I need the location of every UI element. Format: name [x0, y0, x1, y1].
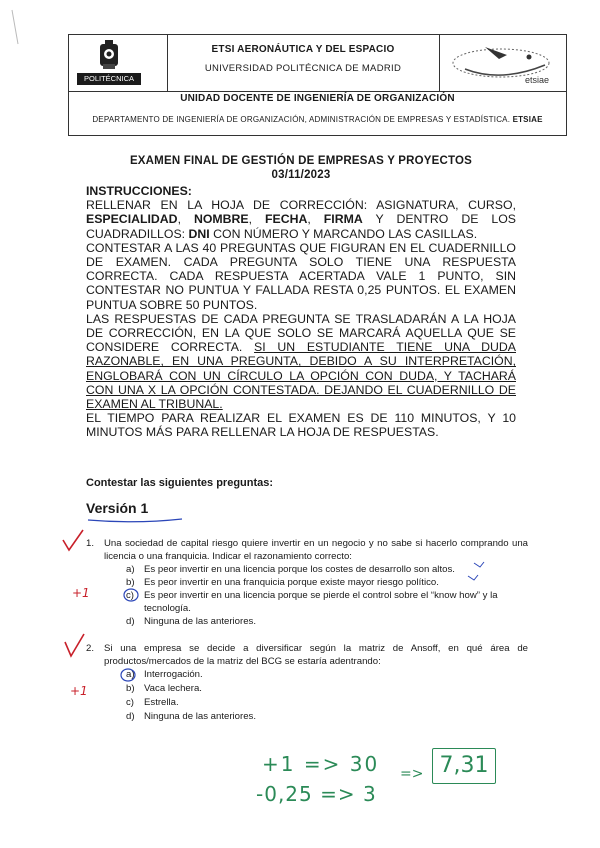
- upm-logo: [69, 35, 168, 91]
- option-letter: b): [126, 683, 135, 694]
- option-letter: d): [126, 616, 135, 627]
- instr-p1-sep: ,: [307, 212, 324, 227]
- etsiae-logo-text: etsiae: [525, 75, 550, 85]
- final-score-value: 7,31: [439, 753, 489, 778]
- upm-crest-icon: [97, 40, 121, 71]
- version-underline-icon: [86, 517, 186, 525]
- instr-p1-text: RELLENAR EN LA HOJA DE CORRECCIÓN: ASIGNATURA, CURSO,: [86, 198, 516, 213]
- department-abbrev: ETSIAE: [512, 115, 543, 124]
- header-unit-row: [69, 91, 566, 125]
- q2-answer-circle-icon: [119, 667, 137, 683]
- handwritten-final-score: [432, 748, 496, 784]
- question-text: Si una empresa se decide a diversificar según la matriz de Ansoff, en qué área de productos/mercados de la matriz del BCG se estaría adentrando:: [104, 643, 528, 667]
- section-label: Contestar las siguientes preguntas:: [86, 477, 274, 489]
- unit-name: UNIDAD DOCENTE DE INGENIERÍA DE ORGANIZACIÓN: [180, 93, 455, 104]
- instr-p1-especialidad: ESPECIALIDAD: [86, 212, 178, 227]
- checkmark-icon: [60, 528, 86, 554]
- question-1: [86, 538, 536, 628]
- option-text: Estrella.: [144, 697, 179, 708]
- header-top-row: [69, 35, 566, 92]
- upm-logo-label: POLITÉCNICA: [77, 73, 141, 85]
- school-name: ETSI AERONÁUTICA Y DEL ESPACIO: [211, 44, 395, 55]
- option-letter: c): [126, 697, 134, 708]
- instr-p3-text: LAS RESPUESTAS DE CADA PREGUNTA SE TRASLADARÁN A LA HOJA DE CORRECCIÓN, EN LA QUE SOLO SE MARCARÁ AQUELLA QUE SE CONSIDERE CORRECTA.: [86, 311, 516, 355]
- instr-p1-sep: ,: [248, 212, 266, 227]
- q2-score-mark: +1: [70, 684, 88, 698]
- option-text: Ninguna de las anteriores.: [144, 711, 256, 722]
- option-letter: c): [126, 590, 134, 601]
- q1-tick-b-icon: [466, 573, 480, 583]
- question-number: 1.: [86, 538, 95, 549]
- instr-p1-firma: FIRMA: [323, 212, 363, 227]
- checkmark-icon: [62, 632, 88, 660]
- option-letter: b): [126, 577, 135, 588]
- option-text: Vaca lechera.: [144, 683, 202, 694]
- university-name: UNIVERSIDAD POLITÉCNICA DE MADRID: [204, 63, 402, 74]
- option-letter: d): [126, 711, 135, 722]
- option-letter: a): [126, 669, 135, 680]
- instr-p1-sep: ,: [177, 212, 194, 227]
- option-text: Es peor invertir en una licencia porque los costes de desarrollo son altos.: [144, 564, 455, 575]
- satellite-orbit-icon: [445, 39, 557, 87]
- handwritten-sum-wrong: -0,25 => 3: [256, 782, 377, 806]
- handwritten-sum-correct: +1 => 30: [262, 752, 380, 776]
- instr-p1-text: Y DENTRO DE LOS CUADRADILLOS:: [86, 212, 517, 241]
- instr-p3-underlined: SI UN ESTUDIANTE TIENE UNA DUDA RAZONABLE, EN UNA PREGUNTA, DEBIDO A SU INTERPRETACIÓN, ENGLOBARÁ CON UN CÍRCULO LA OPCIÓN CON DUDA, Y TACHARÁ CON UNA X LA OPCIÓN CONTESTADA. DEJANDO EL CUADERNILLO DE EXAMEN AL TRIBUNAL.: [86, 340, 516, 412]
- instr-p1-nombre: NOMBRE: [193, 212, 249, 227]
- instructions-paragraph-4: EL TIEMPO PARA REALIZAR EL EXAMEN ES DE 110 MINUTOS, Y 10 MINUTOS MÁS PARA RELLENAR LA HOJA DE RESPUESTAS.: [86, 411, 516, 440]
- q1-score-mark: +1: [72, 586, 90, 600]
- instr-p1-dni: DNI: [188, 226, 210, 241]
- department-text: DEPARTAMENTO DE INGENIERÍA DE ORGANIZACIÓN, ADMINISTRACIÓN DE EMPRESAS Y ESTADÍSTICA.: [92, 115, 511, 124]
- instructions: [86, 184, 516, 440]
- department-name: [69, 114, 566, 125]
- option-text: Interrogación.: [144, 669, 203, 680]
- exam-date: 03/11/2023: [271, 169, 331, 181]
- q1-tick-a-icon: [472, 560, 486, 570]
- option-text: Es peor invertir en una licencia porque se pierde el control sobre el “know how” y la tecnología.: [144, 590, 498, 614]
- question-text: Una sociedad de capital riesgo quiere invertir en un negocio y no sabe si hacerlo comprando una licencia o una franquicia. Indicar el razonamiento correcto:: [104, 538, 528, 562]
- exam-header: [68, 34, 567, 136]
- header-title-cell: [167, 35, 440, 91]
- instructions-paragraph-2: CONTESTAR A LAS 40 PREGUNTAS QUE FIGURAN EN EL CUADERNILLO DE EXAMEN. CADA PREGUNTA SOLO TIENE UNA RESPUESTA CORRECTA. CADA RESPUESTA ACERTADA VALE 1 PUNTO, SIN CONTESTAR NO PUNTUA Y FALLADA RESTA 0,25 PUNTOS. EL EXAMEN PUNTUA SOBRE 50 PUNTOS.: [86, 240, 516, 312]
- exam-title: [86, 154, 516, 182]
- instr-p1-text: CON NÚMERO Y MARCANDO LAS CASILLAS.: [209, 226, 478, 241]
- version-label: Versión 1: [86, 500, 149, 516]
- pencil-mark-icon: [8, 8, 28, 48]
- instr-p1-fecha: FECHA: [265, 212, 308, 227]
- option-text: Es peor invertir en una franquicia porque existe mayor riesgo político.: [144, 577, 439, 588]
- handwritten-arrow: =>: [400, 766, 424, 782]
- instructions-paragraph-1: [86, 198, 516, 241]
- question-number: 2.: [86, 643, 95, 654]
- etsiae-logo: [439, 35, 566, 91]
- option-letter: a): [126, 564, 135, 575]
- q1-answer-circle-icon: [122, 587, 142, 603]
- exam-title-text: EXAMEN FINAL DE GESTIÓN DE EMPRESAS Y PROYECTOS: [129, 155, 473, 167]
- option-text: Ninguna de las anteriores.: [144, 616, 256, 627]
- question-2: [86, 643, 536, 723]
- instructions-heading: INSTRUCCIONES:: [86, 184, 192, 198]
- instructions-paragraph-3: [86, 312, 516, 411]
